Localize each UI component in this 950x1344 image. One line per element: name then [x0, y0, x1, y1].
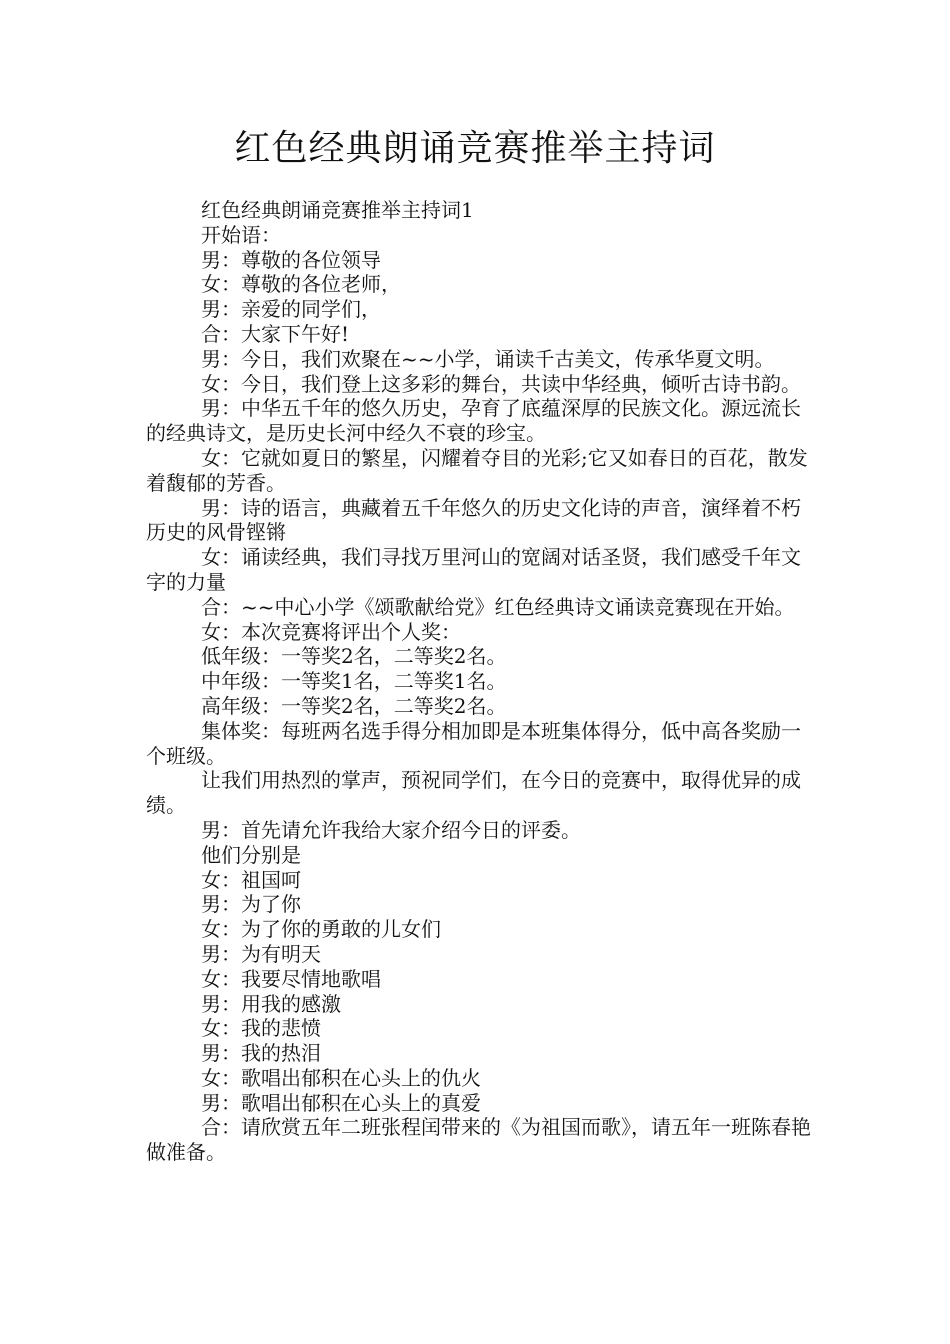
paragraph: 红色经典朗诵竞赛推举主持词1	[201, 198, 474, 222]
document-title: 红色经典朗诵竞赛推举主持词	[234, 128, 716, 169]
paragraph: 合：~~中心小学《颂歌献给党》红色经典诗文诵读竞赛现在开始。	[201, 594, 795, 619]
paragraph: 男：今日，我们欢聚在~~小学，诵读千古美文，传承华夏文明。	[201, 346, 775, 371]
paragraph: 高年级：一等奖2名，二等奖2名。	[201, 693, 507, 718]
paragraph: 男：我的热泪	[201, 1041, 321, 1066]
paragraph: 男：为了你	[201, 892, 301, 917]
paragraph: 女：尊敬的各位老师，	[201, 272, 401, 297]
paragraph: 男：诗的语言，典藏着五千年悠久的历史文化诗的声音，演绎着不朽历史的风骨铿锵	[146, 495, 801, 545]
paragraph: 女：我的悲愤	[201, 1016, 321, 1041]
paragraph: 男：为有明天	[201, 941, 321, 966]
paragraph: 男：中华五千年的悠久历史，孕育了底蕴深厚的民族文化。源远流长的经典诗文，是历史长河中经久不衰的珍宝。	[146, 396, 801, 446]
paragraph: 女：我要尽情地歌唱	[201, 966, 381, 991]
paragraph: 女：为了你的勇敢的儿女们	[201, 917, 441, 942]
paragraph: 合：大家下午好!	[201, 321, 350, 346]
paragraph: 低年级：一等奖2名，二等奖2名。	[201, 644, 507, 669]
paragraph: 开始语：	[201, 222, 281, 247]
paragraph: 男：歌唱出郁积在心头上的真爱	[201, 1090, 481, 1115]
paragraph: 女：歌唱出郁积在心头上的仇火	[201, 1065, 481, 1090]
document-body	[146, 198, 812, 1165]
paragraph: 女：本次竞赛将评出个人奖：	[201, 619, 461, 644]
paragraph: 他们分别是	[201, 842, 301, 867]
paragraph: 女：诵读经典，我们寻找万里河山的宽阔对话圣贤，我们感受千年文字的力量	[146, 545, 801, 594]
paragraph: 男：用我的感激	[201, 991, 341, 1016]
paragraph: 集体奖：每班两名选手得分相加即是本班集体得分，低中高各奖励一个班级。	[146, 718, 801, 768]
paragraph: 男：尊敬的各位领导	[201, 247, 381, 272]
paragraph: 中年级：一等奖1名，二等奖1名。	[201, 669, 507, 694]
paragraph: 让我们用热烈的掌声，预祝同学们，在今日的竞赛中，取得优异的成绩。	[146, 768, 801, 818]
paragraph: 男：首先请允许我给大家介绍今日的评委。	[201, 817, 581, 842]
paragraph: 女：今日，我们登上这多彩的舞台，共读中华经典，倾听古诗书韵。	[201, 371, 801, 396]
paragraph: 女：它就如夏日的繁星，闪耀着夺目的光彩;它又如春日的百花，散发着馥郁的芳香。	[146, 445, 808, 495]
paragraph: 合：请欣赏五年二班张程闰带来的《为祖国而歌》，请五年一班陈春艳做准备。	[146, 1115, 811, 1165]
paragraph: 男：亲爱的同学们，	[201, 297, 381, 322]
paragraph: 女：祖国呵	[201, 867, 301, 892]
